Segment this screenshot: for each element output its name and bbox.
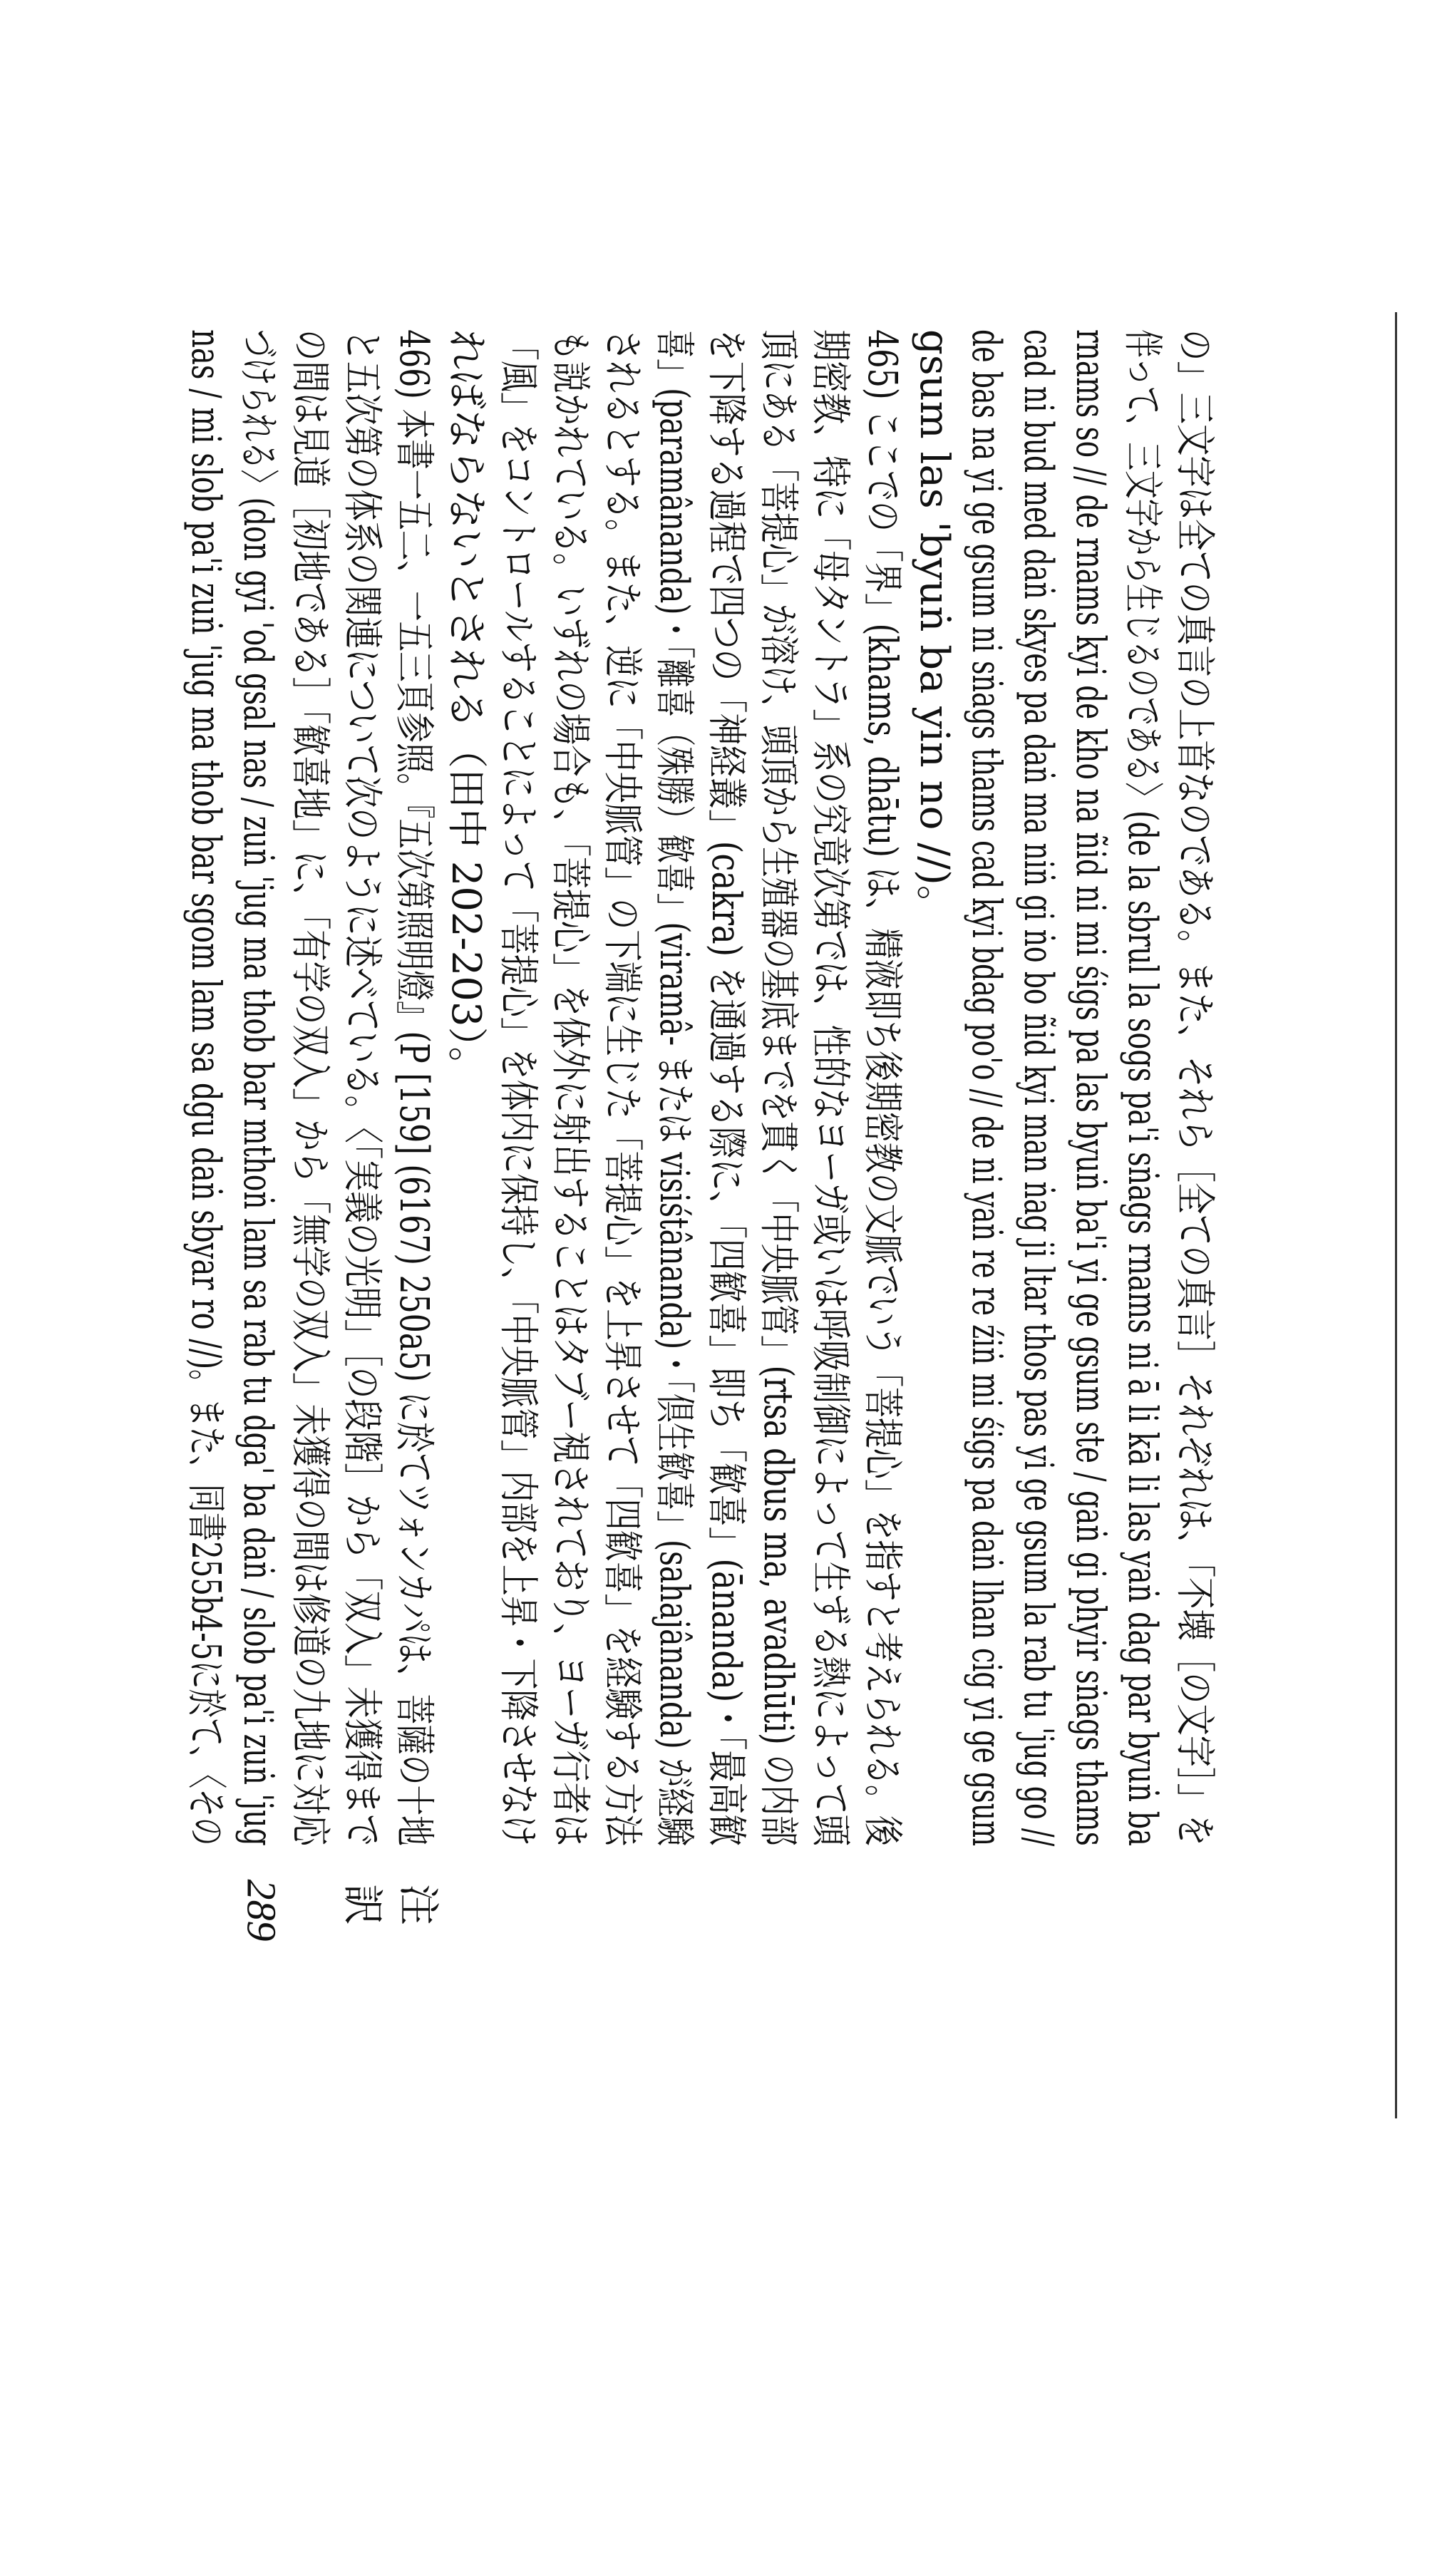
text-line — [544, 329, 596, 1846]
line-text: 466) 本書一五二、一五三頁参照。『五次第照明燈』(P [159] (6167) 250a5) に於てツォンカパは、菩薩の十地 — [391, 329, 437, 1846]
page-number: 289 — [238, 1879, 285, 1942]
running-head-char: 注 — [394, 1883, 443, 1926]
line-text: de bas na yi ge gsum ni sṅags thams cad kyi bdag po'o // de ni yaṅ re re źiṅ mi śigs pa daṅ lhan cig yi ge gsum — [963, 329, 1009, 1847]
line-text: 465) ここでの「界」(khams, dhātu) は、精液即ち後期密教の文脈でいう「菩提心」を指すと考えられる。後 — [859, 329, 905, 1846]
line-text: も説かれている。いずれの場合も、「菩提心」を体外に射出することはタブー視されており、ヨーガ行者は — [547, 329, 593, 1847]
text-line — [908, 329, 960, 1846]
scan-edge-line — [1395, 312, 1397, 2118]
line-text: の間は見道［初地である］「歓喜地」に、「有学の双入」から「無学の双入」未獲得の間は修道の九地に対応 — [287, 329, 333, 1846]
line-text: づけられる〉(don gyi 'od gsal nas / zuṅ 'jug ma thob bar mthoṅ lam sa rab tu dga' ba daṅ / slob pa'i zuṅ 'jug — [235, 329, 281, 1846]
text-line — [1168, 329, 1220, 1846]
line-text: ればならないとされる（田中 202-203）。 — [443, 329, 489, 1087]
line-text: 頂にある「菩提心」が溶け、頭頂から生殖器の基底までを貫く「中央脈管」(rtsa dbus ma, avadhūti) の内部 — [755, 329, 801, 1846]
text-line — [700, 329, 752, 1846]
text-line — [180, 329, 232, 1846]
text-body — [180, 329, 1220, 1846]
note-466-start — [388, 329, 440, 1846]
running-head-char: 訳 — [339, 1883, 387, 1926]
text-line — [1116, 329, 1168, 1846]
text-line — [648, 329, 700, 1846]
line-text: rnams so // de rnams kyi de kho na ñid ni mi śigs pa las byuṅ ba'i yi ge gsum ste / gaṅ gi phyir sṅags thams — [1067, 329, 1113, 1846]
text-line — [804, 329, 856, 1846]
text-line — [596, 329, 648, 1846]
note-465-start — [856, 329, 908, 1846]
text-line — [492, 329, 544, 1846]
line-text: されるとする。また、逆に「中央脈管」の下端に生じた「菩提心」を上昇させて「四歓喜」を経験する方法 — [599, 329, 645, 1846]
line-text: と五次第の体系の関連について次のように述べている。〈「実義の光明」［の段階］から「双入」未獲得まで — [339, 329, 385, 1846]
line-text: 伴って、三文字から生じるのである〉(de la sbrul la sogs pa'i sṅags rnams ni ā li kā li las yaṅ dag par byuṅ ba — [1119, 329, 1165, 1846]
line-text: nas / mi slob pa'i zuṅ 'jug ma thob bar sgom lam sa dgu daṅ sbyar ro //)。また、同書255b4-5に於て、〈その — [182, 329, 229, 1846]
line-text: の」三文字は全ての真言の上首なのである。また、それら［全ての真言］それぞれは、「不壊［の文字］」を — [1171, 329, 1217, 1846]
text-line — [440, 329, 492, 1846]
text-line — [336, 329, 388, 1846]
text-line — [232, 329, 284, 1846]
text-line — [1012, 329, 1064, 1846]
text-line — [752, 329, 804, 1846]
line-text: を下降する過程で四つの「神経叢」(cakra) を通過する際に、「四歓喜」即ち「歓喜」(ānanda)・「最高歓 — [703, 329, 749, 1847]
text-line — [960, 329, 1012, 1846]
line-text: gsum las 'byuṅ ba yin no //)。 — [911, 329, 957, 925]
line-text: 「風」をコントロールすることによって「菩提心」を体内に保持し、「中央脈管」内部を上昇・下降させなけ — [495, 329, 541, 1846]
text-line — [1064, 329, 1116, 1846]
line-text: cad ni bud med daṅ skyes pa daṅ ma niṅ gi ṅo bo ñid kyi man ṅag ji ltar thos pas yi ge gsum la rab tu 'jug go // — [1015, 329, 1061, 1847]
text-line — [284, 329, 336, 1846]
line-text: 期密教、特に「母タントラ」系の究竟次第では、性的なヨーガ或いは呼吸制御によって生ずる熱によって頭 — [807, 329, 853, 1846]
line-text: 喜」(paramânanda)・「離喜（殊勝）歓喜」(viramâ- または visiśtânanda)・「倶生歓喜」(sahajânanda) が経験 — [651, 329, 697, 1846]
